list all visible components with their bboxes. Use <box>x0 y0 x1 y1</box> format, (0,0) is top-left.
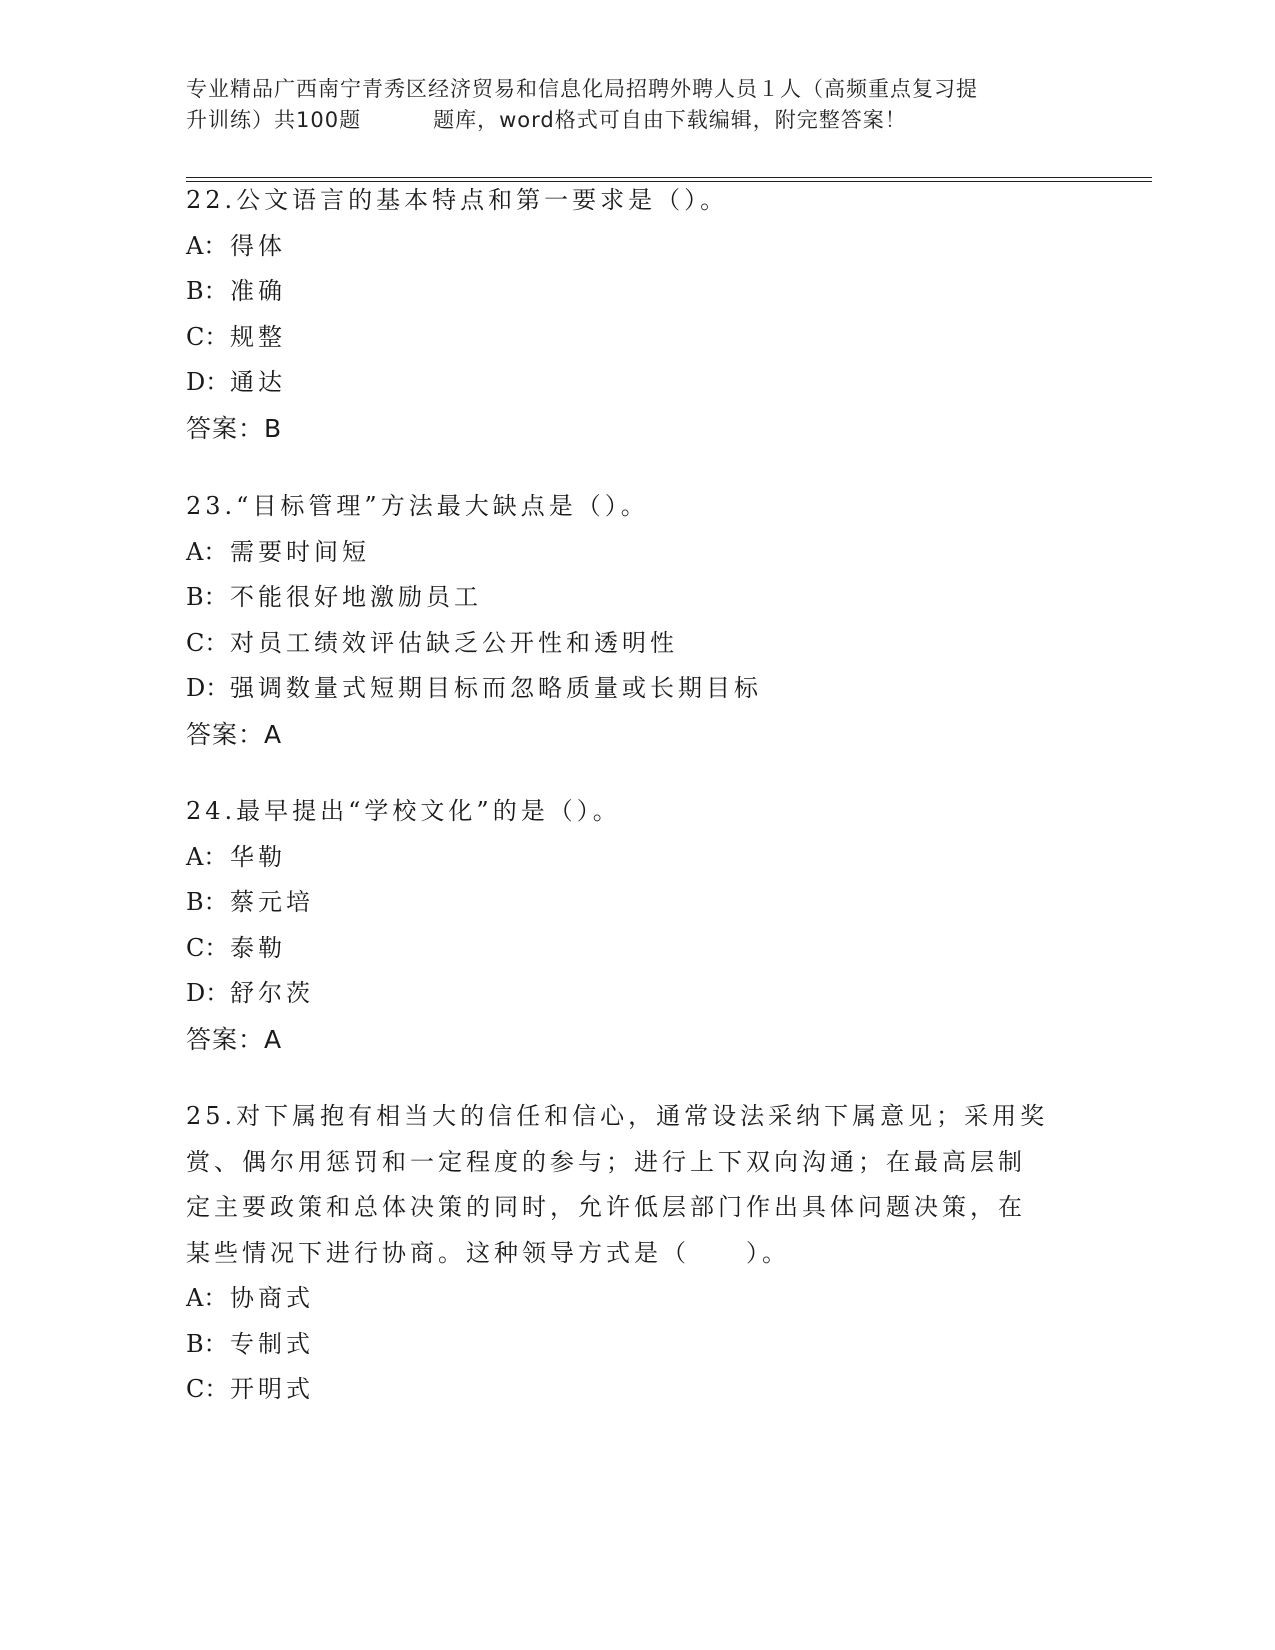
option-b <box>186 880 1086 926</box>
option-text: 华勒 <box>230 842 286 871</box>
option-key: C： <box>186 322 229 351</box>
option-c <box>186 1367 1086 1413</box>
option-key: A： <box>186 842 228 871</box>
answer-line: 答案：A <box>186 1024 283 1054</box>
option-key: B： <box>186 888 228 916</box>
option-key: D： <box>186 674 230 702</box>
question-stem-line-3: 定主要政策和总体决策的同时，允许低层部门作出具体问题决策，在 <box>186 1193 1026 1221</box>
option-text: 开明式 <box>230 1375 314 1403</box>
option-text: 通达 <box>230 368 286 396</box>
question-stem-line-2: 赏、偶尔用惩罚和一定程度的参与；进行上下双向沟通；在最高层制 <box>186 1147 1026 1176</box>
option-key: D： <box>186 979 230 1007</box>
option-text: 不能很好地激励员工 <box>230 583 482 611</box>
option-a <box>186 224 1086 270</box>
question-23 <box>186 484 1086 757</box>
option-key: B： <box>186 583 228 611</box>
answer-line: 答案：B <box>186 413 283 443</box>
option-text: 准确 <box>230 277 286 305</box>
option-key: C： <box>186 628 229 657</box>
option-text: 舒尔茨 <box>230 979 314 1007</box>
option-key: C： <box>186 933 229 962</box>
option-key: B： <box>186 1329 228 1358</box>
option-key: A： <box>186 537 228 566</box>
question-stem-line-4: 某些情况下进行协商。这种领导方式是（ ）。 <box>186 1238 790 1267</box>
option-text: 蔡元培 <box>230 888 314 916</box>
option-c <box>186 621 1086 667</box>
option-d <box>186 360 1086 406</box>
option-key: C： <box>186 1375 229 1403</box>
option-b <box>186 269 1086 315</box>
question-stem-line-1: 25.对下属抱有相当大的信任和信心，通常设法采纳下属意见；采用奖 <box>186 1102 1049 1130</box>
option-d <box>186 971 1086 1017</box>
question-stem: 22.公文语言的基本特点和第一要求是（）。 <box>186 186 729 214</box>
option-a <box>186 1276 1086 1322</box>
option-c <box>186 926 1086 972</box>
option-key: A： <box>186 1284 228 1312</box>
option-text: 协商式 <box>230 1284 314 1312</box>
question-25 <box>186 1094 1086 1413</box>
option-key: A： <box>186 231 228 260</box>
answer-line: 答案：A <box>186 719 283 749</box>
header-line-1: 专业精品广西南宁青秀区经济贸易和信息化局招聘外聘人员１人（高频重点复习提 <box>186 77 978 101</box>
header-line-2-part-1: 升训练）共100题 <box>186 108 362 132</box>
option-a <box>186 835 1086 881</box>
question-22 <box>186 178 1086 451</box>
option-c <box>186 315 1086 361</box>
question-stem: 23.“目标管理”方法最大缺点是（）。 <box>186 492 649 520</box>
question-24 <box>186 789 1086 1062</box>
option-text: 泰勒 <box>230 933 286 962</box>
option-text: 强调数量式短期目标而忽略质量或长期目标 <box>230 674 762 702</box>
option-text: 得体 <box>230 231 286 260</box>
header-line-2 <box>186 105 1086 136</box>
option-b <box>186 575 1086 621</box>
option-d <box>186 666 1086 712</box>
option-text: 专制式 <box>230 1329 314 1358</box>
option-key: D： <box>186 368 230 396</box>
option-text: 对员工绩效评估缺乏公开性和透明性 <box>230 628 678 657</box>
option-text: 规整 <box>230 322 286 351</box>
option-a <box>186 530 1086 576</box>
option-key: B： <box>186 277 228 305</box>
option-b <box>186 1322 1086 1368</box>
option-text: 需要时间短 <box>230 537 370 566</box>
header-line-2-part-2: 题库，word格式可自由下载编辑，附完整答案！ <box>433 108 907 132</box>
document-header <box>186 74 1086 136</box>
question-stem: 24.最早提出“学校文化”的是（）。 <box>186 797 621 825</box>
